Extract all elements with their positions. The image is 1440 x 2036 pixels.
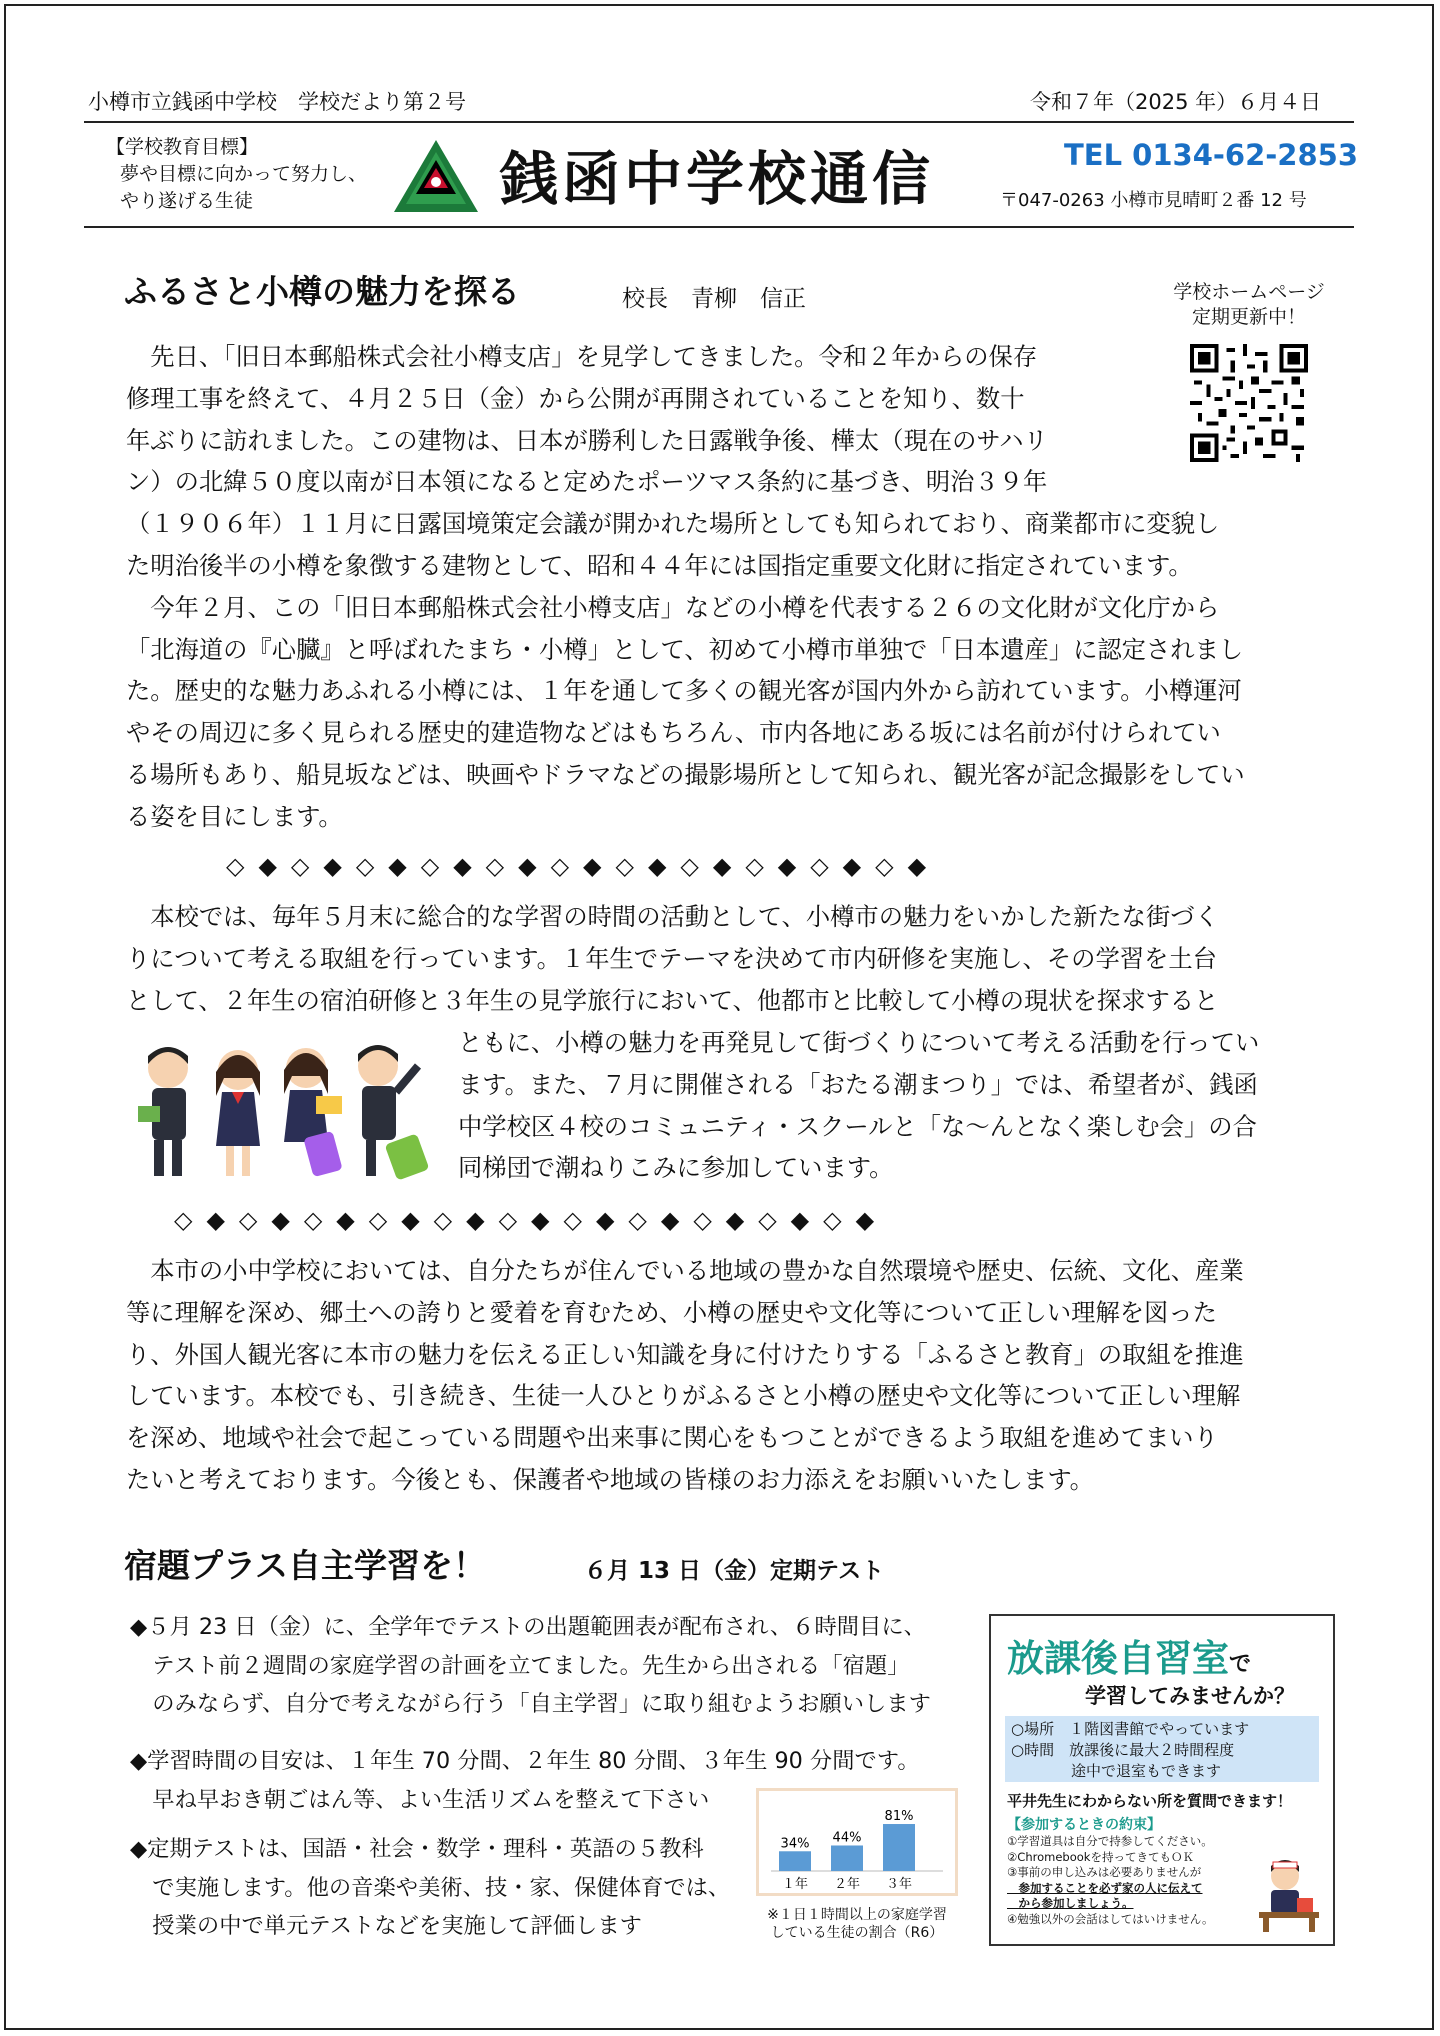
info-place: ○場所 １階図書館でやっています	[1011, 1720, 1250, 1738]
school-address: 〒047-0263 小樽市見晴町２番 12 号	[1000, 190, 1307, 211]
article1-paragraph-d	[126, 1250, 1244, 1501]
studying-student-icon	[1253, 1852, 1323, 1932]
text-line: ◆定期テストは、国語・社会・数学・理科・英語の５教科	[130, 1836, 704, 1862]
text-line: ◆５月 23 日（金）に、全学年でテストの出題範囲表が配布され、６時間目に、	[130, 1614, 926, 1640]
article1-paragraph-c	[458, 1022, 1259, 1189]
text-line: 中学校区４校のコミュニティ・スクールと「な～んとなく楽しむ会」の合	[458, 1111, 1257, 1141]
homepage-line2: 定期更新中！	[1191, 306, 1306, 328]
text-line: 早ね早おき朝ごはん等、よい生活リズムを整えて下さい	[130, 1786, 710, 1813]
text-line: 年ぶりに訪れました。この建物は、日本が勝利した日露戦争後、樺太（現在のサハリ	[126, 425, 1048, 455]
diamond-divider-1: ◇◆◇◆◇◆◇◆◇◆◇◆◇◆◇◆◇◆◇◆◇◆	[226, 852, 941, 880]
rule-item: 参加することを必ず家の人に伝えて	[1007, 1880, 1203, 1895]
chart-bar	[779, 1851, 811, 1871]
chart-value-label: 81%	[884, 1809, 914, 1825]
school-tel: TEL 0134-62-2853	[1064, 138, 1359, 172]
diamond-divider-2: ◇◆◇◆◇◆◇◆◇◆◇◆◇◆◇◆◇◆◇◆◇◆	[174, 1206, 889, 1234]
rules-title: 【参加するときの約束】	[1007, 1817, 1161, 1833]
chart-svg	[759, 1791, 955, 1893]
text-line: る姿を目にします。	[126, 801, 343, 831]
chart-category-label: ２年	[833, 1877, 861, 1892]
text-line: り、外国人観光客に本市の魅力を伝える正しい知識を身に付けたりする「ふるさと教育」の取組を推進	[126, 1339, 1244, 1369]
goal-line1: 夢や目標に向かって努力し、	[120, 163, 368, 185]
article1-paragraph-b	[126, 896, 1219, 1021]
goal-line2: やり遂げる生徒	[120, 190, 254, 212]
rule-item: ①学習道具は自分で持参してください。	[1007, 1834, 1213, 1848]
study-room-title-de: で	[1229, 1652, 1252, 1677]
bullet-3	[130, 1830, 730, 1946]
rule-item: ③事前の申し込みは必要ありませんが	[1007, 1865, 1202, 1879]
chart-category-label: １年	[781, 1877, 809, 1892]
text-line: 「北海道の『心臓』と呼ばれたまち・小樽」として、初めて小樽市単独で「日本遺産」に認定されまし	[126, 634, 1244, 664]
text-line: 修理工事を終えて、４月２５日（金）から公開が再開されていることを知り、数十	[126, 383, 1025, 413]
study-room-subtitle: 学習してみませんか？	[1085, 1684, 1295, 1708]
text-line: た明治後半の小樽を象徴する建物として、昭和４４年には国指定重要文化財に指定されています。	[126, 550, 1193, 580]
study-room-title: 放課後自習室	[1007, 1637, 1229, 1680]
school-emblem-icon	[392, 138, 480, 216]
text-line: やその周辺に多く見られる歴史的建造物などはもちろん、市内各地にある坂には名前が付けられてい	[126, 718, 1221, 748]
chart-bar	[883, 1824, 915, 1871]
text-line: る場所もあり、船見坂などは、映画やドラマなどの撮影場所として知られ、観光客が記念撮影をしてい	[126, 759, 1245, 789]
rule-item: ④勉強以外の会話はしてはいけません。	[1007, 1911, 1214, 1926]
text-line: りについて考える取組を行っています。１年生でテーマを決めて市内研修を実施し、その学習を土台	[126, 943, 1217, 973]
text-line: テスト前２週間の家庭学習の計画を立てました。先生から出される「宿題」	[130, 1652, 910, 1679]
text-line: のみならず、自分で考えながら行う「自主学習」に取り組むようお願いします	[130, 1691, 931, 1717]
text-line: で実施します。他の音楽や美術、技・家、保健体育では、	[130, 1874, 731, 1901]
text-line: として、２年生の宿泊研修と３年生の見学旅行において、他都市と比較して小樽の現状を探求すると	[126, 985, 1219, 1015]
chart-value-label: 34%	[780, 1836, 810, 1852]
issue-date: 令和７年（2025 年）６月４日	[1030, 90, 1322, 114]
study-room-box	[989, 1614, 1335, 1946]
chart-note-line2: している生徒の割合（R6）	[770, 1925, 944, 1941]
rule-item: ②Chromebookを持ってきてもＯＫ	[1007, 1849, 1194, 1864]
header-rule-bottom	[84, 226, 1354, 228]
info-leave: 途中で退室もできます	[1011, 1762, 1222, 1780]
chart-bar	[831, 1845, 863, 1871]
rule-item: から参加しましょう。	[1007, 1896, 1134, 1910]
bullet-1	[130, 1608, 931, 1724]
article1-title: ふるさと小樽の魅力を探る	[124, 272, 520, 311]
students-illustration-icon	[128, 1038, 430, 1188]
text-line: 同梯団で潮ねりこみに参加しています。	[458, 1153, 894, 1183]
text-line: 授業の中で単元テストなどを実施して評価します	[130, 1913, 642, 1939]
text-line: を深め、地域や社会で起こっている問題や出来事に関心をもつことができるよう取組を進めてまいり	[126, 1423, 1218, 1453]
text-line: ン）の北緯５０度以南が日本領になると定めたポーツマス条約に基づき、明治３９年	[126, 467, 1048, 497]
text-line: 本校では、毎年５月末に総合的な学習の時間の活動として、小樽市の魅力をいかした新たな街づく	[126, 902, 1219, 931]
article1-paragraph-a	[126, 336, 1245, 838]
school-issue: 小樽市立銭函中学校 学校だより第２号	[88, 90, 466, 114]
homepage-note	[1164, 280, 1334, 330]
header-rule-top	[84, 121, 1354, 123]
study-room-heading	[1007, 1628, 1251, 1682]
text-line: ◆学習時間の目安は、１年生 70 分間、２年生 80 分間、３年生 90 分間です。	[130, 1748, 920, 1774]
text-line: 等に理解を深め、郷土への誇りと愛着を育むため、小樽の歴史や文化等について正しい理解を図った	[126, 1297, 1217, 1327]
text-line: 今年２月、この「旧日本郵船株式会社小樽支店」などの小樽を代表する２６の文化財が文化庁から	[126, 592, 1220, 622]
school-goal	[106, 134, 367, 215]
chart-category-label: ３年	[885, 1877, 913, 1892]
homepage-line1: 学校ホームページ	[1173, 281, 1325, 303]
chart-value-label: 44%	[832, 1830, 862, 1846]
text-line: た。歴史的な魅力あふれる小樽には、１年を通して多くの観光客が国内外から訪れています。小樽運河	[126, 676, 1242, 706]
study-room-info	[1005, 1716, 1319, 1782]
study-time-chart	[756, 1788, 958, 1896]
rules-list	[1007, 1834, 1214, 1927]
masthead-title: 銭函中学校通信	[500, 145, 935, 213]
text-line: ます。また、７月に開催される「おたる潮まつり」では、希望者が、銭函	[458, 1069, 1258, 1099]
article2-title: 宿題プラス自主学習を！	[124, 1546, 487, 1585]
text-line: （１９０６年）１１月に日露国境策定会議が開かれた場所としても知られており、商業都市に変貌し	[126, 509, 1220, 539]
text-line: 先日、「旧日本郵船株式会社小樽支店」を見学してきました。令和２年からの保存	[126, 342, 1038, 371]
text-line: しています。本校でも、引き続き、生徒一人ひとりがふるさと小樽の歴史や文化等について正しい理解	[126, 1381, 1241, 1411]
text-line: ともに、小樽の魅力を再発見して街づくりについて考える活動を行ってい	[458, 1028, 1260, 1057]
study-room-question: 平井先生にわからない所を質問できます！	[1007, 1792, 1293, 1810]
article1-author: 校長 青柳 信正	[622, 286, 806, 312]
chart-note-line1: ※１日１時間以上の家庭学習	[767, 1907, 947, 1923]
goal-label: 【学校教育目標】	[106, 136, 259, 158]
info-time: ○時間 放課後に最大２時間程度	[1011, 1741, 1235, 1759]
text-line: 本市の小中学校においては、自分たちが住んでいる地域の豊かな自然環境や歴史、伝統、文化、産業	[126, 1256, 1244, 1285]
chart-note	[756, 1906, 958, 1942]
text-line: たいと考えております。今後とも、保護者や地域の皆様のお力添えをお願いいたします。	[126, 1464, 1094, 1494]
article2-subtitle: ６月 13 日（金）定期テスト	[584, 1558, 885, 1584]
